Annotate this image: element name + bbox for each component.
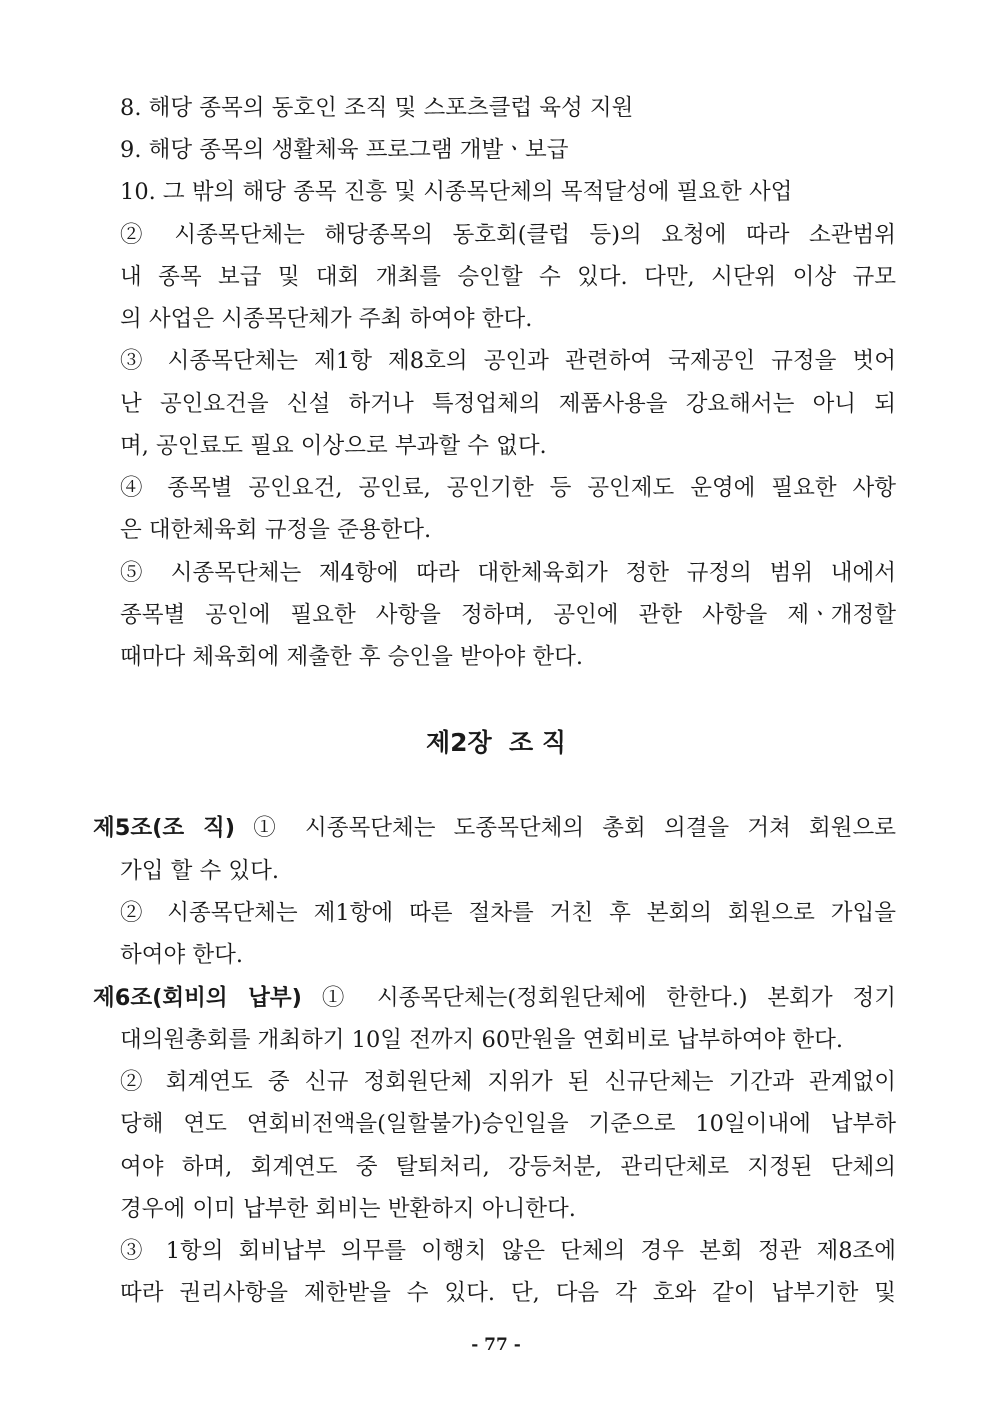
item-8: 8. 해당 종목의 동호인 조직 및 스포츠클럽 육성 지원 [120, 95, 634, 121]
paragraph-2-line: 의 사업은 시종목단체가 주최 하여야 한다. [120, 306, 533, 332]
article-6-line: ② 회계연도 중 신규 정회원단체 지위가 된 신규단체는 기간과 관계없이 [120, 1069, 896, 1095]
paragraph-4-line: 은 대한체육회 규정을 준용한다. [120, 517, 432, 543]
article-5-first-line [93, 811, 896, 845]
paragraph-3-line: ③ 시종목단체는 제1항 제8호의 공인과 관련하여 국제공인 규정을 벗어 [120, 348, 896, 374]
article-6-text: ① 시종목단체는(정회원단체에 한한다.) 본회가 정기 [301, 985, 896, 1011]
article-5-line: 하여야 한다. [120, 942, 243, 968]
paragraph-3-line: 난 공인요건을 신설 하거나 특정업체의 제품사용을 강요해서는 아니 되 [120, 391, 896, 417]
article-6-line: 경우에 이미 납부한 회비는 반환하지 아니한다. [120, 1196, 576, 1222]
paragraph-2-line: ② 시종목단체는 해당종목의 동호회(클럽 등)의 요청에 따라 소관범위 [120, 222, 896, 248]
article-6-first-line [93, 981, 896, 1015]
paragraph-5-line: ⑤ 시종목단체는 제4항에 따라 대한체육회가 정한 규정의 범위 내에서 [120, 560, 896, 586]
article-6-line: ③ 1항의 회비납부 의무를 이행치 않은 단체의 경우 본회 정관 제8조에 [120, 1238, 896, 1264]
paragraph-5-line: 때마다 체육회에 제출한 후 승인을 받아야 한다. [120, 644, 584, 670]
article-6-title: 제6조(회비의 납부) [93, 985, 302, 1011]
article-6-line: 대의원총회를 개최하기 10일 전까지 60만원을 연회비로 납부하여야 한다. [120, 1027, 844, 1053]
article-6-line: 따라 권리사항을 제한받을 수 있다. 단, 다음 각 호와 같이 납부기한 및 [120, 1280, 896, 1306]
paragraph-3-line: 며, 공인료도 필요 이상으로 부과할 수 없다. [120, 433, 547, 459]
article-5-line: 가입 할 수 있다. [120, 858, 280, 884]
item-10: 10. 그 밖의 해당 종목 진흥 및 시종목단체의 목적달성에 필요한 사업 [120, 179, 793, 205]
article-5-line: ② 시종목단체는 제1항에 따른 절차를 거친 후 본회의 회원으로 가입을 [120, 900, 896, 926]
paragraph-5-line: 종목별 공인에 필요한 사항을 정하며, 공인에 관한 사항을 제ㆍ개정할 [120, 602, 896, 628]
article-5-title: 제5조(조 직) [93, 815, 236, 841]
article-6-line: 당해 연도 연회비전액을(일할불가)승인일을 기준으로 10일이내에 납부하 [120, 1111, 896, 1137]
paragraph-2-line: 내 종목 보급 및 대회 개최를 승인할 수 있다. 다만, 시단위 이상 규모 [120, 264, 896, 290]
article-5-text: ① 시종목단체는 도종목단체의 총회 의결을 거쳐 회원으로 [235, 815, 896, 841]
page-number: - 77 - [471, 1335, 521, 1355]
item-9: 9. 해당 종목의 생활체육 프로그램 개발ㆍ보급 [120, 137, 569, 163]
paragraph-4-line: ④ 종목별 공인요건, 공인료, 공인기한 등 공인제도 운영에 필요한 사항 [120, 475, 896, 501]
article-6-line: 여야 하며, 회계연도 중 탈퇴처리, 강등처분, 관리단체로 지정된 단체의 [120, 1154, 896, 1180]
chapter-title: 제2장 조 직 [425, 728, 567, 757]
